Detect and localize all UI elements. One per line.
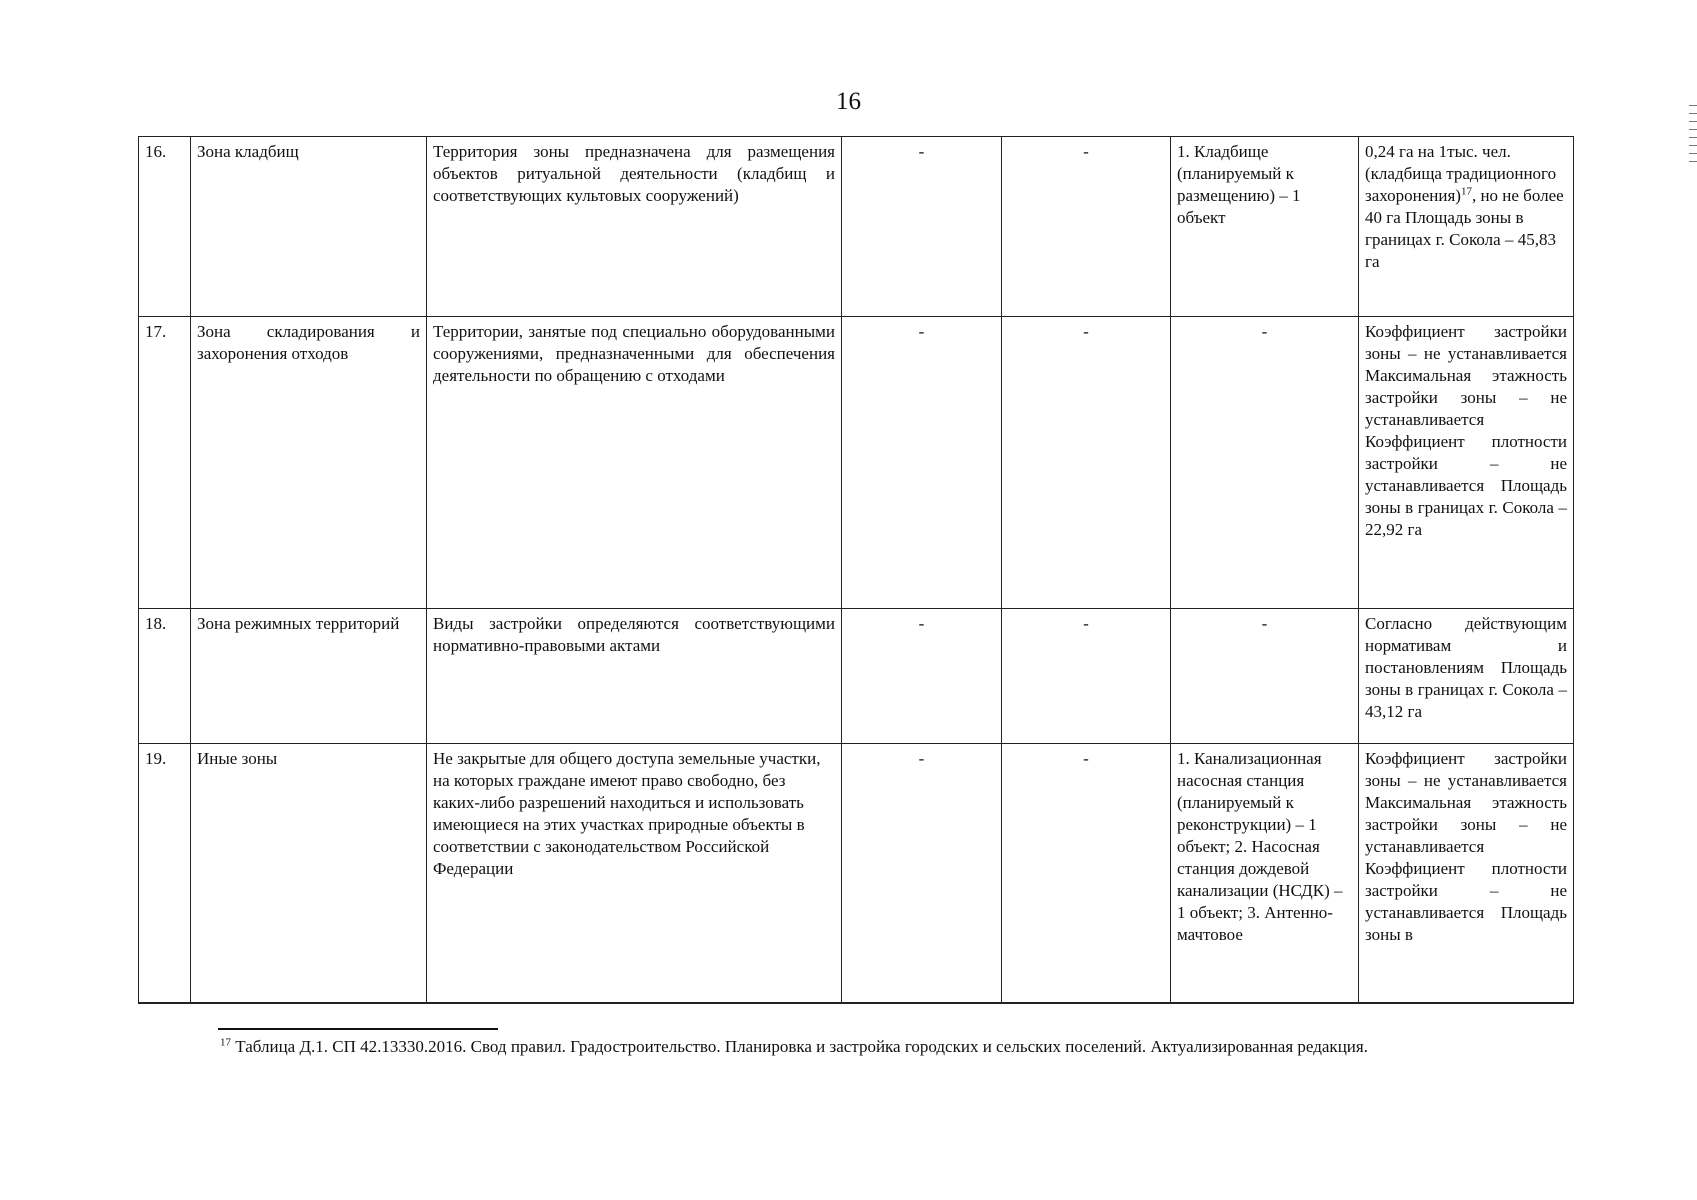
row-number: 19. xyxy=(139,744,191,1003)
cell-dash: - xyxy=(842,744,1002,1003)
params-text-cont: , но не более 40 га Площадь зоны в границах г. Сокола – 45,83 га xyxy=(1365,186,1564,271)
table-row xyxy=(139,317,1574,609)
row-number: 18. xyxy=(139,609,191,744)
cell-dash: - xyxy=(1002,744,1171,1003)
cell-dash: - xyxy=(842,609,1002,744)
planned-objects: - xyxy=(1171,317,1359,609)
zone-name: Зона режимных территорий xyxy=(191,609,427,744)
page-number: 16 xyxy=(836,88,861,115)
zones-table xyxy=(138,136,1574,1004)
cell-dash: - xyxy=(842,317,1002,609)
planned-objects: 1. Кладбище (планируемый к размещению) – 1 объект xyxy=(1171,137,1359,317)
footnote xyxy=(220,1036,1620,1058)
zone-parameters: Согласно действующим нормативам и постановлениям Площадь зоны в границах г. Сокола – 43,12 га xyxy=(1359,609,1574,744)
zone-parameters xyxy=(1359,137,1574,317)
zone-name: Зона складирования и захоронения отходов xyxy=(191,317,427,609)
planned-objects: - xyxy=(1171,609,1359,744)
footnote-mark: 17 xyxy=(220,1036,231,1049)
zone-name: Иные зоны xyxy=(191,744,427,1003)
zone-description: Территория зоны предназначена для размещения объектов ритуальной деятельности (кладбищ и соответствующих культовых сооружений) xyxy=(427,137,842,317)
table-row xyxy=(139,137,1574,317)
row-number: 16. xyxy=(139,137,191,317)
zone-parameters: Коэффициент застройки зоны – не устанавливается Максимальная этажность застройки зоны – не устанавливается Коэффициент плотности застройки – не устанавливается Площадь зоны в границах г. Сокола – 22,92 га xyxy=(1359,317,1574,609)
table-row xyxy=(139,609,1574,744)
footnote-ref: 17 xyxy=(1460,185,1472,198)
cell-dash: - xyxy=(1002,317,1171,609)
zone-description: Виды застройки определяются соответствующими нормативно-правовыми актами xyxy=(427,609,842,744)
cell-dash: - xyxy=(1002,609,1171,744)
footnote-text: Таблица Д.1. СП 42.13330.2016. Свод правил. Градостроительство. Планировка и застройка городских и сельских поселений. Актуализированная редакция. xyxy=(231,1037,1368,1056)
zone-description: Не закрытые для общего доступа земельные участки, на которых граждане имеют право свободно, без каких-либо разрешений находиться и использовать имеющиеся на этих участках природные объекты в соответствии с законодательством Российской Федерации xyxy=(427,744,842,1003)
table-row xyxy=(139,744,1574,1003)
params-text: 0,24 га на 1тыс. чел. (кладбища традиционного захоронения) xyxy=(1365,142,1557,205)
cell-dash: - xyxy=(842,137,1002,317)
margin-marks xyxy=(1689,105,1697,165)
planned-objects: 1. Канализационная насосная станция (планируемый к реконструкции) – 1 объект; 2. Насосная станция дождевой канализации (НСДК) – 1 объект; 3. Антенно-мачтовое xyxy=(1171,744,1359,1003)
zone-parameters: Коэффициент застройки зоны – не устанавливается Максимальная этажность застройки зоны – не устанавливается Коэффициент плотности застройки – не устанавливается Площадь зоны в xyxy=(1359,744,1574,1003)
zone-description: Территории, занятые под специально оборудованными сооружениями, предназначенными для обеспечения деятельности по обращению с отходами xyxy=(427,317,842,609)
footnote-separator xyxy=(218,1028,498,1030)
zone-name: Зона кладбищ xyxy=(191,137,427,317)
row-number: 17. xyxy=(139,317,191,609)
cell-dash: - xyxy=(1002,137,1171,317)
